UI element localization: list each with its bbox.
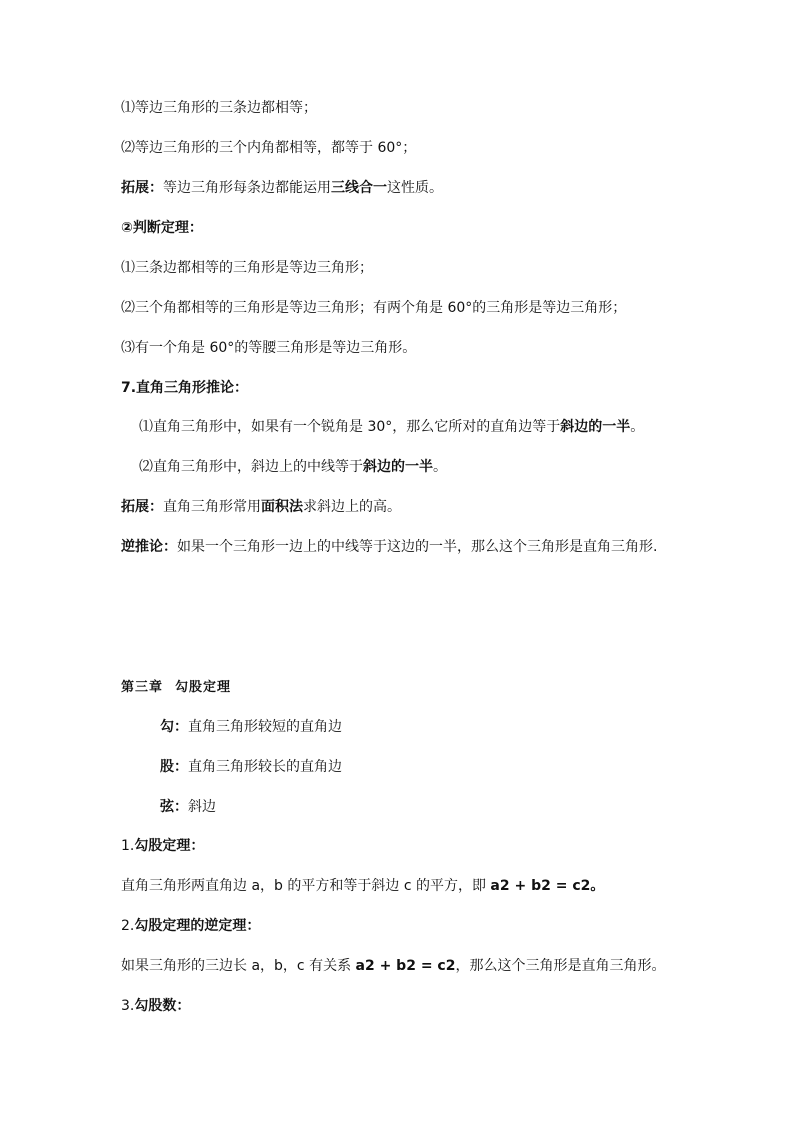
right-extension	[121, 497, 401, 517]
chapter-number: 第三章	[121, 680, 164, 695]
theorem-number: 2.	[121, 918, 135, 934]
extension-label: 拓展：	[121, 180, 163, 196]
corollary-end: 。	[433, 459, 447, 475]
definition-text: 直角三角形较长的直角边	[188, 759, 342, 775]
statement-text-end: ，那么这个三角形是直角三角形。	[455, 958, 666, 974]
extension-text: 直角三角形常用	[163, 499, 261, 515]
eq-property-1: ⑴等边三角形的三条边都相等；	[121, 100, 317, 116]
theorem-title: 勾股定理的逆定理：	[134, 918, 261, 934]
definition-label: 股：	[160, 759, 188, 775]
right-corollary-2	[139, 457, 447, 477]
judge-item-1: ⑴三条边都相等的三角形是等边三角形；	[121, 260, 373, 276]
corollary-text: ⑵直角三角形中，斜边上的中线等于	[139, 459, 363, 475]
right-corollary-1	[139, 417, 644, 437]
theorem-1-statement	[121, 876, 604, 896]
theorem-number: 1.	[121, 838, 135, 854]
definition-gou	[160, 717, 342, 737]
theorem-title: 勾股定理：	[134, 838, 205, 854]
definition-label: 弦：	[160, 799, 188, 815]
extension-text: 等边三角形每条边都能运用	[163, 180, 331, 196]
theorem-2-heading	[121, 916, 260, 936]
formula: a2 + b2 = c2	[490, 878, 591, 894]
judge-heading: ②判断定理：	[121, 220, 203, 236]
theorem-1-heading	[121, 836, 204, 856]
theorem-2-statement	[121, 956, 665, 976]
inverse-text: 如果一个三角形一边上的中线等于这边的一半，那么这个三角形是直角三角形.	[177, 539, 658, 555]
theorem-number: 3.	[121, 998, 135, 1014]
extension-bold: 面积法	[261, 499, 303, 515]
corollary-bold: 斜边的一半	[560, 419, 631, 435]
extension-bold: 三线合一	[331, 180, 387, 196]
corollary-text: ⑴直角三角形中，如果有一个锐角是 30°，那么它所对的直角边等于	[139, 419, 561, 435]
inverse-label: 逆推论：	[121, 539, 177, 555]
chapter-title: 勾股定理	[175, 680, 232, 695]
statement-text: 直角三角形两直角边 a，b 的平方和等于斜边 c 的平方，即	[121, 878, 491, 894]
theorem-3-heading	[121, 996, 190, 1016]
extension-text-end: 这性质。	[387, 180, 443, 196]
definition-gu	[160, 757, 342, 777]
extension-text-end: 求斜边上的高。	[303, 499, 401, 515]
inverse-corollary	[121, 534, 681, 560]
eq-property-2: ⑵等边三角形的三个内角都相等，都等于 60°；	[121, 140, 417, 156]
definition-xian	[160, 797, 216, 817]
theorem-title: 勾股数：	[134, 998, 191, 1014]
judge-item-2: ⑵三个角都相等的三角形是等边三角形；有两个角是 60°的三角形是等边三角形；	[121, 300, 627, 316]
chapter-heading	[121, 678, 231, 698]
definition-text: 斜边	[188, 799, 216, 815]
right-triangle-heading: 7.直角三角形推论：	[121, 380, 249, 396]
corollary-bold: 斜边的一半	[363, 459, 433, 475]
statement-text: 如果三角形的三边长 a，b，c 有关系	[121, 958, 356, 974]
judge-item-3: ⑶有一个角是 60°的等腰三角形是等边三角形。	[121, 340, 417, 356]
definition-label: 勾：	[160, 719, 188, 735]
definition-text: 直角三角形较短的直角边	[188, 719, 342, 735]
corollary-end: 。	[630, 419, 645, 435]
eq-extension	[121, 178, 443, 198]
statement-end: 。	[590, 878, 605, 894]
extension-label: 拓展：	[121, 499, 163, 515]
formula: a2 + b2 = c2	[355, 958, 456, 974]
